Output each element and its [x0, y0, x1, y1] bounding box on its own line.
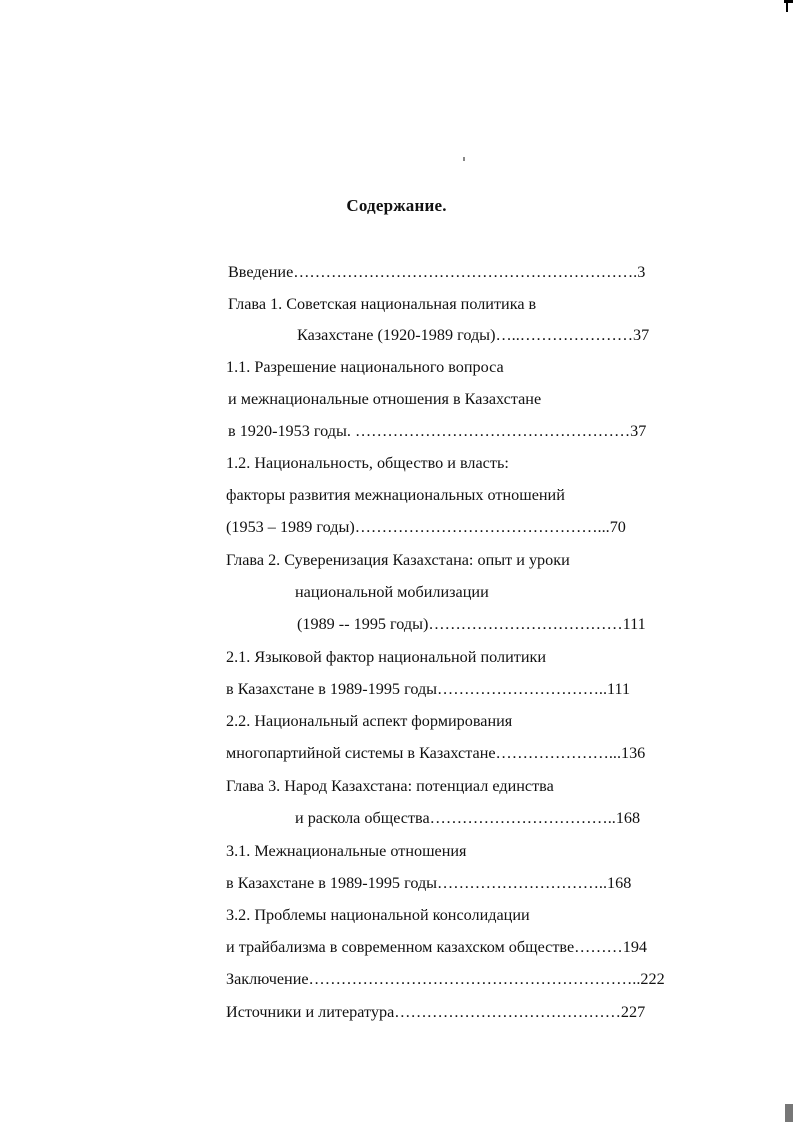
toc-chapter-1-title-cont: Казахстане (1920-1989 годы)…..…………………37: [297, 326, 650, 344]
toc-section-3-2-cont: и трайбализма в современном казахском обществе………194: [226, 938, 648, 956]
toc-section-1-1-cont: и межнациональные отношения в Казахстане: [228, 390, 542, 408]
toc-section-2-1: 2.1. Языковой фактор национальной политики: [226, 648, 547, 666]
toc-section-3-1-cont: в Казахстане в 1989-1995 годы…………………………..168: [226, 874, 632, 892]
toc-chapter-2-title: Глава 2. Суверенизация Казахстана: опыт и уроки: [226, 551, 570, 569]
toc-chapter-1-title: Глава 1. Советская национальная политика в: [228, 295, 537, 313]
toc-entry-sources: Источники и литература……………………………………227: [226, 1003, 646, 1021]
toc-section-1-2-cont: факторы развития межнациональных отношений: [226, 486, 565, 504]
toc-section-2-2: 2.2. Национальный аспект формирования: [226, 712, 513, 730]
toc-section-2-1-cont: в Казахстане в 1989-1995 годы…………………………..111: [226, 680, 631, 698]
toc-section-1-1: 1.1. Разрешение национального вопроса: [226, 358, 504, 376]
toc-section-1-2: 1.2. Национальность, общество и власть:: [226, 454, 509, 472]
toc-chapter-3-title: Глава 3. Народ Казахстана: потенциал единства: [226, 777, 554, 795]
scan-edge-mark: [786, 0, 788, 12]
toc-section-3-2: 3.2. Проблемы национальной консолидации: [226, 906, 530, 924]
scan-speck: [463, 157, 465, 161]
toc-entry-introduction: Введение……………………………………………………….3: [228, 263, 646, 281]
toc-entry-conclusion: Заключение……………………………………………………..222: [226, 970, 665, 988]
toc-chapter-2-title-cont: (1989 -- 1995 годы)………………………………111: [297, 615, 646, 633]
toc-section-1-2-cont: (1953 – 1989 годы)………………………………………...70: [226, 518, 626, 536]
toc-section-1-1-cont: в 1920-1953 годы. ……………………………………………37: [228, 422, 647, 440]
toc-chapter-2-title-cont: национальной мобилизации: [295, 583, 489, 601]
toc-section-2-2-cont: многопартийной системы в Казахстане…………………...136: [226, 744, 646, 762]
page-title: Содержание.: [346, 196, 447, 215]
toc-chapter-3-title-cont: и раскола общества……………………………..168: [295, 809, 641, 827]
scan-edge-mark: [785, 1104, 793, 1122]
toc-section-3-1: 3.1. Межнациональные отношения: [226, 842, 467, 860]
